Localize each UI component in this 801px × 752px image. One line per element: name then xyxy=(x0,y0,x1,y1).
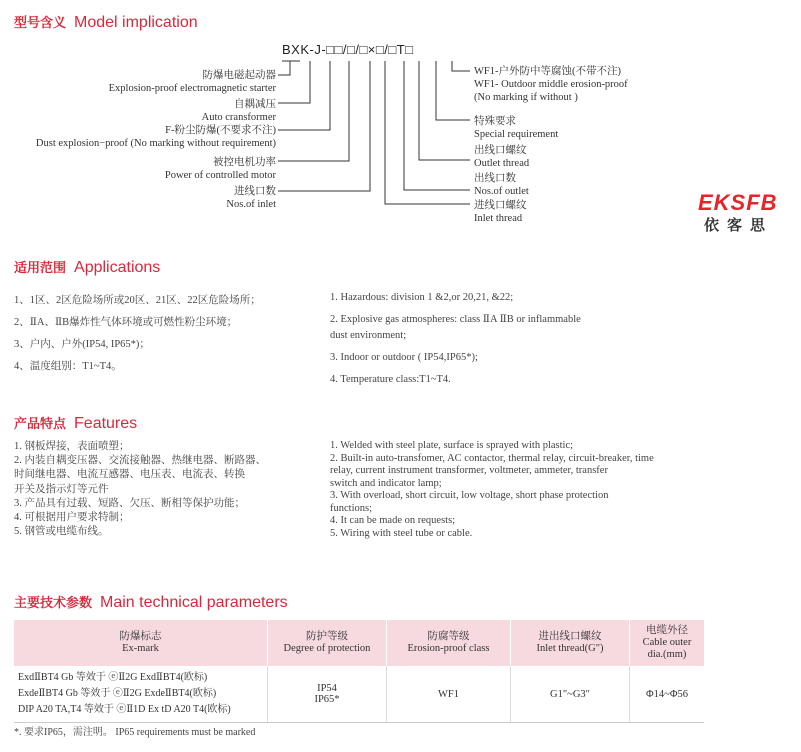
header-thread-en: Inlet thread(G") xyxy=(536,643,604,654)
list-item: 2. Built-in auto-transfomer, AC contactor, thermal relay, circuit-breaker, time xyxy=(330,452,654,464)
table-header-row xyxy=(14,620,704,666)
features-list-en xyxy=(330,440,654,540)
list-item: 3. With overload, short circuit, low voltage, short phase protection xyxy=(330,490,609,501)
label-special-requirement-en: Special requirement xyxy=(474,129,559,140)
params-title-en: Main technical parameters xyxy=(100,594,288,611)
header-erosion-en: Erosion-proof class xyxy=(407,643,490,654)
exmark-line: ExdeⅡBT4 Gb 等效于 ⓔⅡ2G ExdeⅡBT4(欧标) xyxy=(18,688,217,699)
label-inlet-count-cn: 进线口数 xyxy=(234,186,276,197)
cell-erosion: WF1 xyxy=(387,666,511,723)
protection-value: IP65* xyxy=(314,694,340,705)
header-protection xyxy=(268,620,387,666)
label-explosion-proof-starter-en: Explosion-proof electromagnetic starter xyxy=(108,83,276,94)
label-special-requirement xyxy=(474,115,558,141)
label-explosion-proof-starter-cn: 防爆电磁起动器 xyxy=(202,70,276,81)
features-section-title xyxy=(14,413,137,433)
list-item: 2. 内装自耦变压器、交流接触器、热继电器、断路器、 xyxy=(14,455,266,467)
model-title-en: Model implication xyxy=(74,14,198,31)
header-protection-en: Degree of protection xyxy=(283,643,371,654)
params-section-title xyxy=(14,592,288,612)
applications-title-en: Applications xyxy=(74,259,161,276)
header-protection-cn: 防护等级 xyxy=(306,631,348,642)
label-inlet-count xyxy=(226,185,276,211)
list-item: 1、1区、2区危险场所或20区、21区、22区危险场所； xyxy=(14,295,261,306)
params-table xyxy=(14,620,704,723)
header-exmark-cn: 防爆标志 xyxy=(119,631,162,642)
cell-protection xyxy=(268,666,387,723)
list-item: relay, current instrument transformer, voltmeter, ammeter, transfer xyxy=(330,465,608,476)
features-title-en: Features xyxy=(74,415,138,432)
list-item: 时间继电器、电流互感器、电压表、电流表、转换 xyxy=(14,469,245,481)
applications-section-title xyxy=(14,257,160,277)
label-dust-explosion-proof xyxy=(36,124,276,150)
list-item: 1. 钢板焊接，表面喷塑； xyxy=(14,441,130,452)
features-title-cn: 产品特点 xyxy=(14,416,67,431)
list-item: 1. Hazardous: division 1 &2,or 20,21, &22; xyxy=(330,292,514,303)
applications-list-cn xyxy=(14,290,261,378)
label-inlet-thread-cn: 进线口螺纹 xyxy=(474,200,527,211)
header-thread-cn: 进出线口螺纹 xyxy=(538,631,602,642)
cell-cable: Φ14~Φ56 xyxy=(630,666,705,723)
applications-list-en xyxy=(330,290,581,388)
label-outdoor-erosion-en: WF1- Outdoor middle erosion-proof xyxy=(474,79,628,90)
label-outlet-thread-en: Outlet thread xyxy=(474,158,530,169)
list-item: 3、户内、户外(IP54, IP65*)； xyxy=(14,339,150,350)
applications-title-cn: 适用范围 xyxy=(14,260,67,275)
list-item: 2. Explosive gas atmospheres: class ⅡA ⅡB or inflammable xyxy=(330,314,581,325)
list-item: 4. It can be made on requests; xyxy=(330,515,456,526)
label-inlet-thread xyxy=(474,199,527,225)
label-outdoor-erosion-cn: WF1-户外防中等腐蚀(不带不注) xyxy=(474,66,621,77)
cell-exmark xyxy=(14,666,268,723)
label-motor-power-en: Power of controlled motor xyxy=(164,170,276,181)
label-outlet-count-en: Nos.of outlet xyxy=(474,186,529,197)
label-motor-power-cn: 被控电机功率 xyxy=(213,157,276,168)
params-title-cn: 主要技术参数 xyxy=(14,595,93,610)
label-outlet-thread xyxy=(474,144,529,170)
model-title-cn: 型号含义 xyxy=(14,15,67,30)
label-auto-transformer xyxy=(202,98,276,124)
label-dust-explosion-proof-cn: F-粉尘防爆(不要求不注) xyxy=(165,125,276,136)
label-outlet-thread-cn: 出线口螺纹 xyxy=(474,145,527,156)
features-list-cn xyxy=(14,440,266,539)
list-item: functions; xyxy=(330,502,372,514)
protection-value: IP54 xyxy=(317,683,337,694)
label-auto-transformer-en: Auto cransformer xyxy=(201,112,276,123)
header-erosion-cn: 防腐等级 xyxy=(427,631,470,642)
list-item: 1. Welded with steel plate, surface is sprayed with plastic; xyxy=(330,440,574,451)
brand-logo-cn: 依客思 xyxy=(704,216,774,234)
header-exmark xyxy=(14,620,268,666)
header-cable-en: Cable outer dia.(mm) xyxy=(642,637,692,660)
list-item: dust environment; xyxy=(330,330,407,341)
label-motor-power xyxy=(165,156,276,182)
model-connector-lines xyxy=(0,0,801,230)
label-special-requirement-cn: 特殊要求 xyxy=(474,116,516,127)
list-item: 4、温度组别：T1~T4。 xyxy=(14,361,122,372)
label-outdoor-erosion xyxy=(474,65,628,104)
label-outlet-count-cn: 出线口数 xyxy=(474,173,516,184)
label-explosion-proof-starter xyxy=(109,69,276,95)
model-code: BXK-J-□□/□/□×□/□T□ xyxy=(282,42,414,57)
list-item: 5. 钢管或电缆布线。 xyxy=(14,526,109,538)
brand-logo-text: EKSFB xyxy=(698,190,778,215)
exmark-line: ExdⅡBT4 Gb 等效于 ⓔⅡ2G ExdⅡBT4(欧标) xyxy=(18,672,208,683)
params-footnote: *. 要求IP65，需注明。 IP65 requirements must be marked xyxy=(14,727,256,738)
list-item: 开关及指示灯等元件 xyxy=(14,483,109,495)
label-inlet-thread-en: Inlet thread xyxy=(474,213,523,224)
cell-thread: G1"~G3" xyxy=(511,666,630,723)
header-exmark-en: Ex-mark xyxy=(122,643,159,654)
brand-logo xyxy=(698,190,792,235)
list-item: 5. Wiring with steel tube or cable. xyxy=(330,527,473,539)
list-item: switch and indicator lamp; xyxy=(330,477,442,489)
label-outlet-count xyxy=(474,172,529,198)
label-outdoor-erosion-en2: (No marking if without ) xyxy=(474,92,578,103)
label-dust-explosion-proof-en: Dust explosion−proof (No marking without requirement) xyxy=(35,138,276,149)
table-row xyxy=(14,666,704,723)
header-thread xyxy=(511,620,630,666)
list-item: 3. 产品具有过载、短路、欠压、断相等保护功能； xyxy=(14,497,245,509)
list-item: 4. 可根据用户要求特制； xyxy=(14,512,130,524)
header-erosion xyxy=(387,620,511,666)
header-cable xyxy=(630,620,705,666)
list-item: 2、ⅡA、ⅡB爆炸性气体环境或可燃性粉尘环境； xyxy=(14,317,238,328)
label-inlet-count-en: Nos.of inlet xyxy=(226,199,276,210)
header-cable-cn: 电缆外径 xyxy=(646,625,688,636)
exmark-line: DIP A20 TA,T4 等效于 ⓔⅡ1D Ex tD A20 T4(欧标) xyxy=(18,704,231,715)
list-item: 3. Indoor or outdoor ( IP54,IP65*); xyxy=(330,352,478,363)
label-auto-transformer-cn: 自耦减压 xyxy=(234,99,276,110)
list-item: 4. Temperature class:T1~T4. xyxy=(330,374,451,385)
